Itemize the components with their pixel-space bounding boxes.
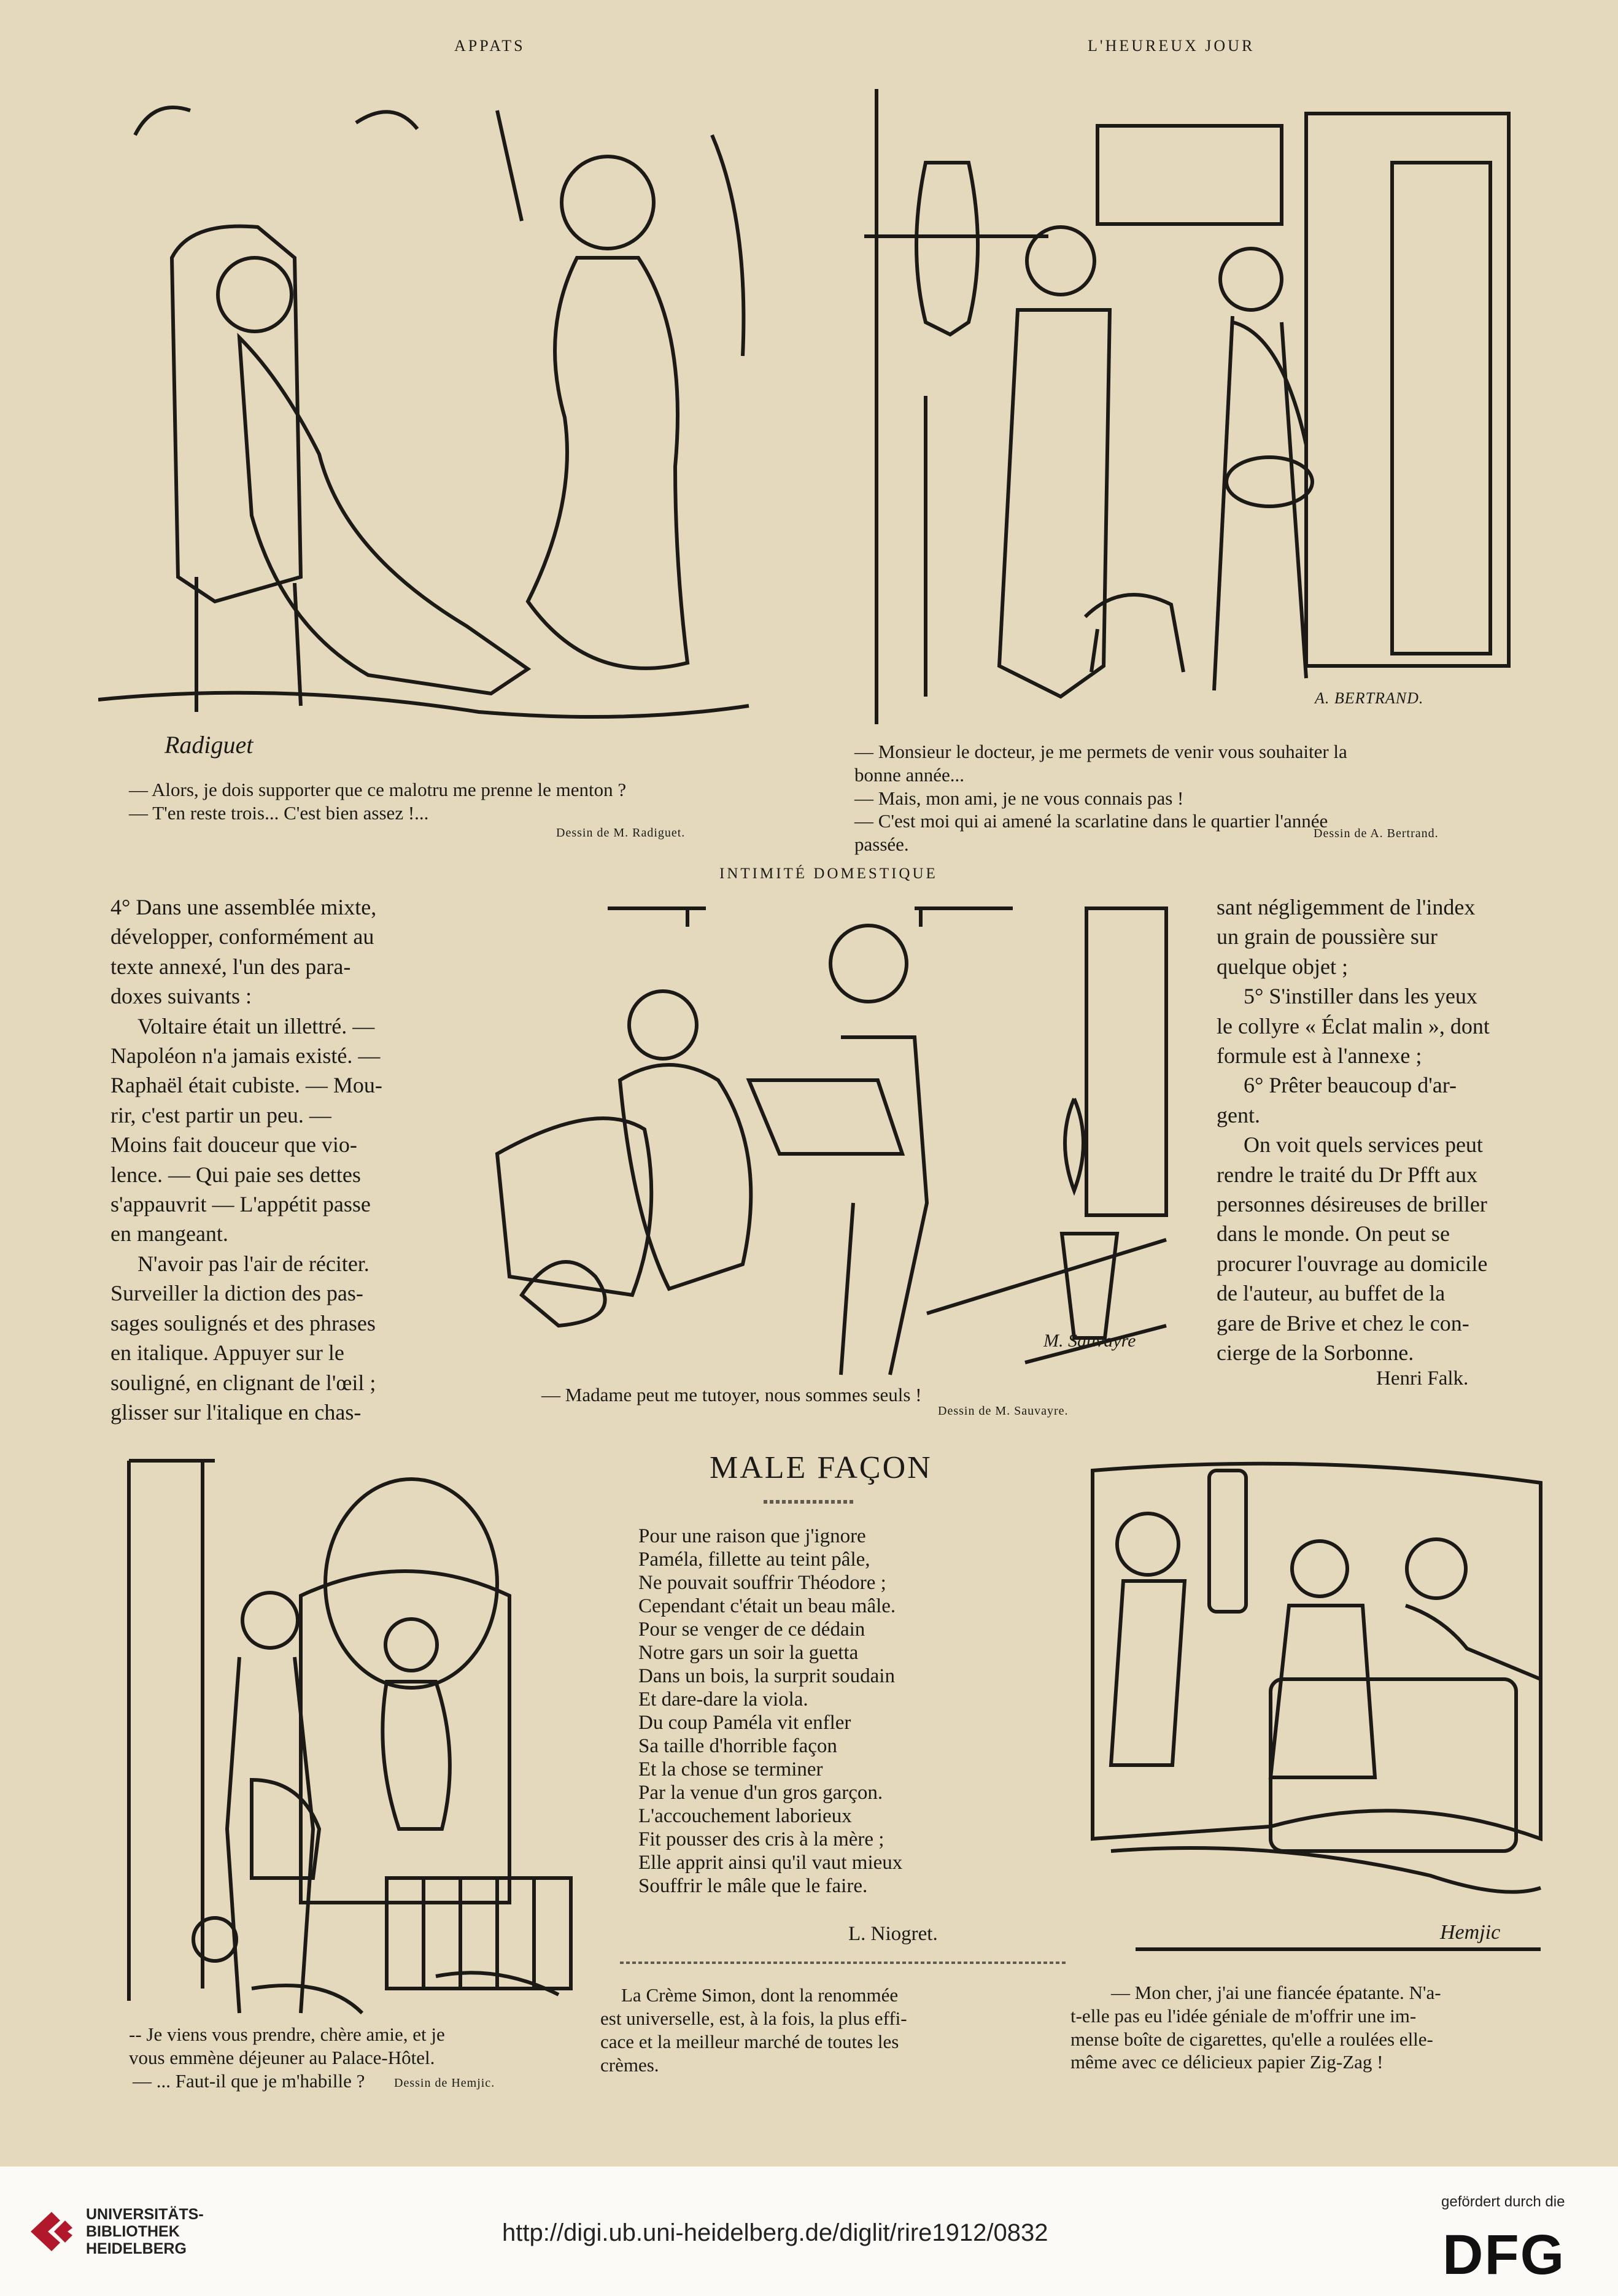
cartoon-heureux-jour-credit: Dessin de A. Bertrand. xyxy=(1314,827,1439,840)
text-line: s'appauvrit — L'appétit passe xyxy=(110,1192,371,1217)
poem-line: Par la venue d'un gros garçon. xyxy=(638,1782,883,1804)
poem-line: Pour se venger de ce dédain xyxy=(638,1618,865,1641)
caption-line: — Madame peut me tutoyer, nous sommes seuls ! xyxy=(541,1384,922,1405)
header-heureux-jour: L'HEUREUX JOUR xyxy=(1088,37,1255,55)
cartoon-palace-hotel-credit: Dessin de Hemjic. xyxy=(394,2076,495,2090)
cartoon-palace-hotel-illustration xyxy=(117,1436,589,2019)
text-line: développer, conformément au xyxy=(110,924,374,949)
article-signature: Henri Falk. xyxy=(1376,1367,1469,1390)
caption-line: — C'est moi qui ai amené la scarlatine dans le quartier l'année xyxy=(854,810,1328,832)
university-line: HEIDELBERG xyxy=(86,2240,187,2257)
caption-line: bonne année... xyxy=(854,763,965,786)
poem-line: Dans un bois, la surprit soudain xyxy=(638,1665,895,1687)
section-divider xyxy=(620,1962,1068,1964)
header-appats: APPATS xyxy=(454,37,525,55)
title-underline xyxy=(764,1500,854,1504)
caption-line: mense boîte de cigarettes, qu'elle a roulées elle- xyxy=(1070,2028,1433,2050)
ad-line: La Crème Simon, dont la renommée xyxy=(621,1984,899,2006)
cartoon-heureux-jour-signature: A. BERTRAND. xyxy=(1315,689,1424,707)
text-line: 6° Prêter beaucoup d'ar- xyxy=(1244,1073,1457,1098)
poem-line: Notre gars un soir la guetta xyxy=(638,1642,859,1664)
caption-line: — Mais, mon ami, je ne vous connais pas ! xyxy=(854,787,1184,809)
poem-line: Ne pouvait souffrir Théodore ; xyxy=(638,1572,886,1594)
text-line: Moins fait douceur que vio- xyxy=(110,1132,357,1158)
text-line: texte annexé, l'un des para- xyxy=(110,954,351,979)
ad-creme-simon xyxy=(600,1984,907,2077)
cartoon-intimite-caption xyxy=(541,1383,922,1407)
article-right-column xyxy=(1217,892,1548,1368)
text-line: Surveiller la diction des pas- xyxy=(110,1281,363,1306)
text-line: en italique. Appuyer sur le xyxy=(110,1340,344,1366)
ad-line: est universelle, est, à la fois, la plus effi- xyxy=(600,2008,907,2029)
cartoon-intimite-illustration xyxy=(485,896,1179,1381)
poem-title: MALE FAÇON xyxy=(710,1450,932,1485)
caption-line: t-elle pas eu l'idée géniale de m'offrir une im- xyxy=(1070,2004,1417,2027)
text-line: dans le monde. On peut se xyxy=(1217,1221,1450,1247)
caption-line: — Monsieur le docteur, je me permets de venir vous souhaiter la xyxy=(854,741,1347,762)
ad-line: crèmes. xyxy=(600,2054,659,2076)
cartoon-appats-credit: Dessin de M. Radiguet. xyxy=(556,826,686,840)
university-line: BIBLIOTHEK xyxy=(86,2223,180,2240)
caption-line: passée. xyxy=(854,833,909,856)
text-line: glisser sur l'italique en chas- xyxy=(110,1399,362,1424)
text-line: en mangeant. xyxy=(110,1221,228,1247)
text-line: quelque objet ; xyxy=(1217,954,1348,979)
university-name xyxy=(86,2206,204,2257)
cartoon-appats-illustration xyxy=(98,74,835,758)
caption-line: même avec ce délicieux papier Zig-Zag ! xyxy=(1070,2051,1384,2073)
text-line: le collyre « Éclat malin », dont xyxy=(1217,1013,1490,1038)
digital-url-link[interactable]: http://digi.ub.uni-heidelberg.de/diglit/rire1912/0832 xyxy=(502,2219,1048,2246)
text-line: formule est à l'annexe ; xyxy=(1217,1043,1422,1069)
text-line: On voit quels services peut xyxy=(1244,1132,1483,1158)
text-line: 5° S'instiller dans les yeux xyxy=(1244,984,1477,1009)
text-line: rir, c'est partir un peu. — xyxy=(110,1102,331,1127)
text-line: sant négligemment de l'index xyxy=(1217,895,1476,919)
text-line: un grain de poussière sur xyxy=(1217,924,1438,949)
text-line: sages soulignés et des phrases xyxy=(110,1310,376,1335)
text-line: Raphaël était cubiste. — Mou- xyxy=(110,1073,382,1098)
poem-line: Cependant c'était un beau mâle. xyxy=(638,1595,896,1617)
university-library-logo-icon xyxy=(27,2207,76,2256)
text-line: doxes suivants : xyxy=(110,984,252,1009)
poem-line: Fit pousser des cris à la mère ; xyxy=(638,1828,884,1850)
poem-line: Et dare-dare la viola. xyxy=(638,1688,808,1710)
sponsor-text: gefördert durch die xyxy=(1441,2194,1565,2210)
text-line: souligné, en clignant de l'œil ; xyxy=(110,1370,376,1395)
text-line: lence. — Qui paie ses dettes xyxy=(110,1162,361,1187)
text-line: cierge de la Sorbonne. xyxy=(1217,1340,1414,1366)
article-left-column xyxy=(110,892,448,1427)
text-line: Voltaire était un illettré. — xyxy=(137,1013,375,1038)
cartoon-zig-zag-illustration xyxy=(1086,1446,1548,1974)
text-line: de l'auteur, au buffet de la xyxy=(1217,1281,1446,1306)
poem-line: Du coup Paméla vit enfler xyxy=(638,1712,851,1734)
poem-line: Souffrir le mâle que le faire. xyxy=(638,1875,868,1897)
poem-line: Elle apprit ainsi qu'il vaut mieux xyxy=(638,1852,903,1874)
text-line: rendre le traité du Dr Pfft aux xyxy=(1217,1162,1478,1187)
digitization-footer xyxy=(0,2167,1618,2296)
poem-line: Sa taille d'horrible façon xyxy=(638,1735,837,1757)
text-line: gare de Brive et chez le con- xyxy=(1217,1310,1469,1335)
poem-line: Paméla, fillette au teint pâle, xyxy=(638,1548,870,1571)
poem-line: Pour une raison que j'ignore xyxy=(638,1525,866,1547)
cartoon-intimite-signature: M. Sauvayre xyxy=(1043,1331,1136,1351)
text-line: Napoléon n'a jamais existé. — xyxy=(110,1043,381,1069)
header-intimite-domestique: INTIMITÉ DOMESTIQUE xyxy=(719,865,938,882)
poem-author: L. Niogret. xyxy=(848,1923,938,1945)
cartoon-intimite-credit: Dessin de M. Sauvayre. xyxy=(938,1404,1069,1418)
caption-line: — T'en reste trois... C'est bien assez !... xyxy=(129,802,429,824)
caption-line: — ... Faut-il que je m'habille ? xyxy=(133,2070,365,2092)
ad-line: cace et la meilleur marché de toutes les xyxy=(600,2031,899,2052)
cartoon-heureux-jour-illustration xyxy=(864,77,1515,724)
text-line: procurer l'ouvrage au domicile xyxy=(1217,1251,1488,1276)
cartoon-appats-caption xyxy=(129,778,626,825)
text-line: 4° Dans une assemblée mixte, xyxy=(110,895,377,919)
dfg-logo: DFG xyxy=(1442,2224,1566,2286)
poem-body xyxy=(638,1525,902,1898)
cartoon-heureux-jour-caption xyxy=(854,740,1347,856)
text-line: personnes désireuses de briller xyxy=(1217,1192,1487,1217)
caption-line: -- Je viens vous prendre, chère amie, et je xyxy=(129,2023,445,2045)
cartoon-zig-zag-signature: Hemjic xyxy=(1440,1921,1501,1944)
cartoon-appats-signature: Radiguet xyxy=(165,731,254,759)
caption-line: — Mon cher, j'ai une fiancée épatante. N'a- xyxy=(1111,1982,1441,2003)
text-line: N'avoir pas l'air de réciter. xyxy=(137,1251,370,1276)
poem-line: Et la chose se terminer xyxy=(638,1758,823,1780)
university-line: UNIVERSITÄTS- xyxy=(86,2206,204,2223)
text-line: gent. xyxy=(1217,1102,1260,1127)
caption-line: vous emmène déjeuner au Palace-Hôtel. xyxy=(129,2046,435,2068)
cartoon-zig-zag-caption xyxy=(1070,1981,1441,2074)
caption-line: — Alors, je dois supporter que ce malotru me prenne le menton ? xyxy=(129,779,627,800)
poem-line: L'accouchement laborieux xyxy=(638,1805,852,1827)
